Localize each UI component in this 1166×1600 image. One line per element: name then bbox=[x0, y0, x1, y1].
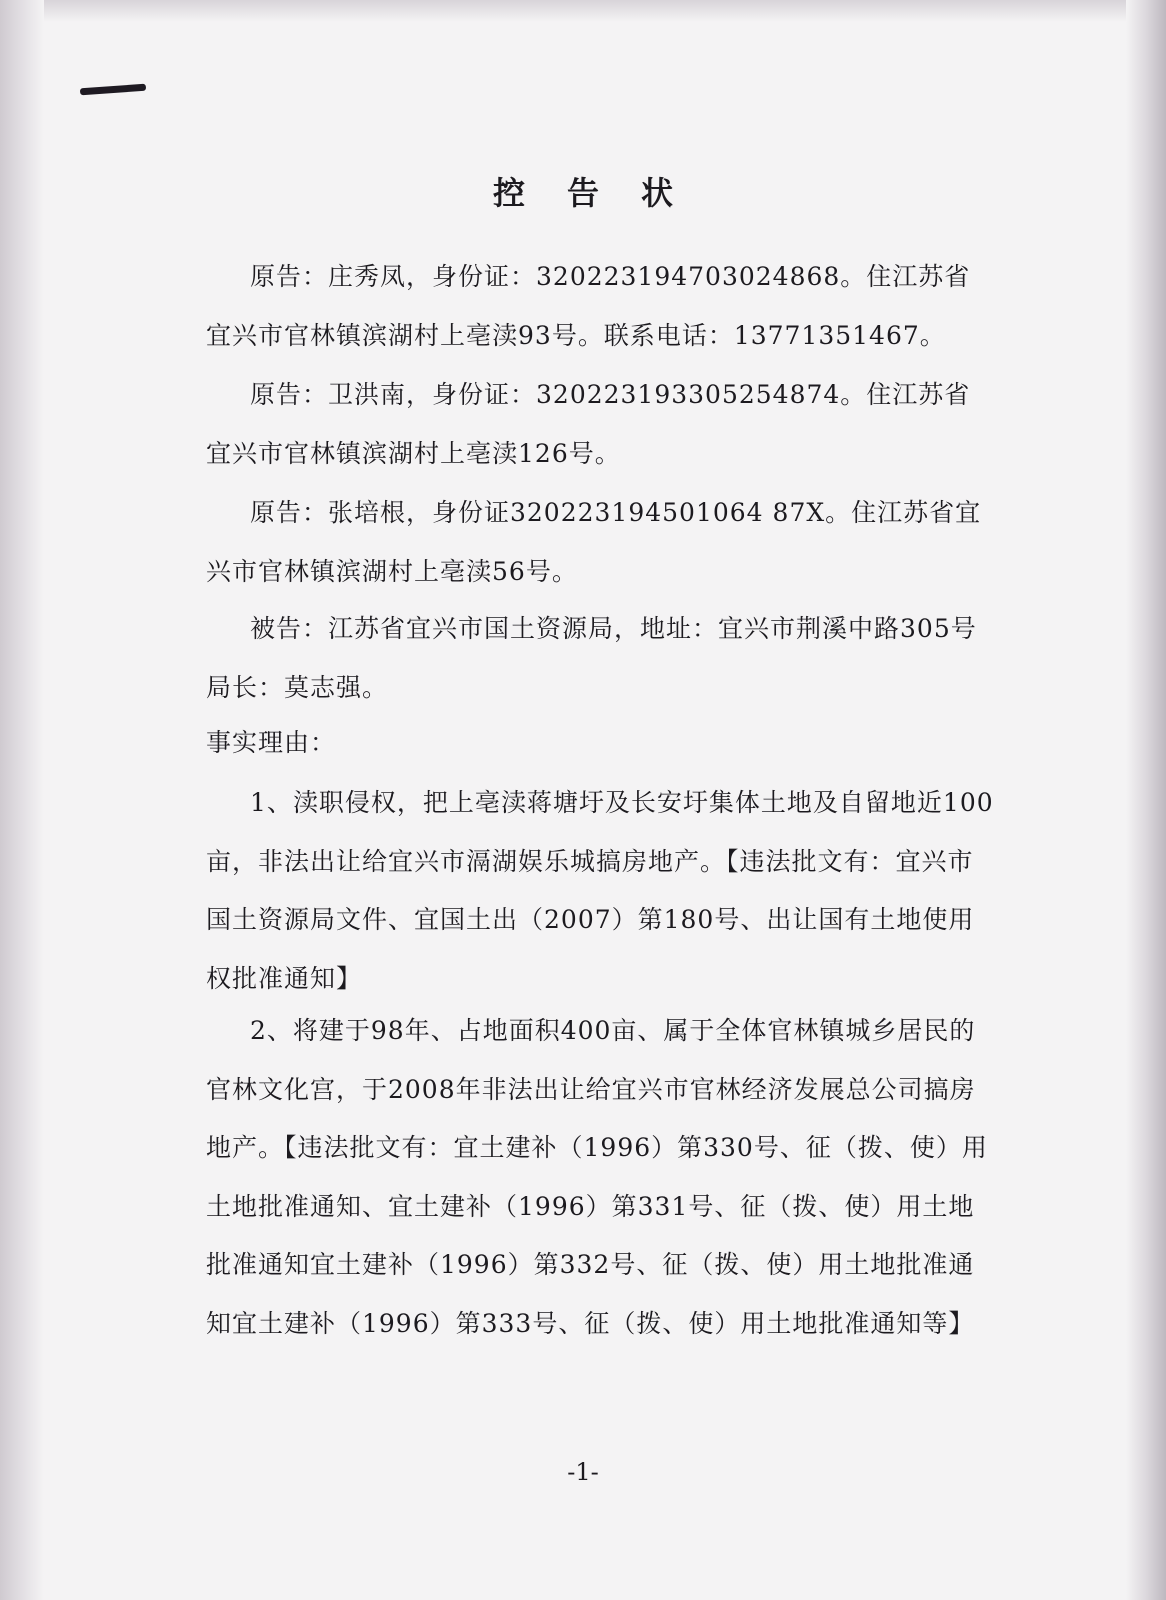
document-title: 控告状 bbox=[492, 174, 715, 212]
defendant-paragraph: 被告：江苏省宜兴市国土资源局，地址：宜兴市荆溪中路305号局长：莫志强。 bbox=[206, 614, 977, 702]
handwritten-dash-mark bbox=[80, 84, 146, 96]
plaintiff-3-paragraph: 原告：张培根，身份证320223194501064 87X。住江苏省宜兴市官林镇滨湖村上亳渎56号。 bbox=[206, 498, 982, 586]
page-number: -1- bbox=[567, 1458, 599, 1486]
fact-2-paragraph: 2、将建于98年、占地面积400亩、属于全体官林镇城乡居民的官林文化宫，于2008年非法出让给宜兴市官林经济发展总公司搞房地产。【违法批文有：宜土建补（1996）第330号、征（拨、使）用土地批准通知、宜土建补（1996）第331号、征（拨、使）用土地批准通知宜土建补（1996）第332号、征（拨、使）用土地批准通知宜土建补（1996）第333号、征（拨、使）用土地批准通知等】 bbox=[206, 1016, 988, 1338]
plaintiff-2-paragraph: 原告：卫洪南，身份证：320223193305254874。住江苏省宜兴市官林镇滨湖村上亳渎126号。 bbox=[206, 380, 971, 468]
plaintiff-1-paragraph: 原告：庄秀凤，身份证：320223194703024868。住江苏省宜兴市官林镇滨湖村上亳渎93号。联系电话：13771351467。 bbox=[206, 262, 971, 350]
fact-1-paragraph: 1、渎职侵权，把上亳渎蒋塘圩及长安圩集体土地及自留地近100亩，非法出让给宜兴市滆湖娱乐城搞房地产。【违法批文有：宜兴市国土资源局文件、宜国土出（2007）第180号、出让国有土地使用权批准通知】 bbox=[206, 788, 994, 993]
facts-heading: 事实理由： bbox=[206, 728, 337, 757]
